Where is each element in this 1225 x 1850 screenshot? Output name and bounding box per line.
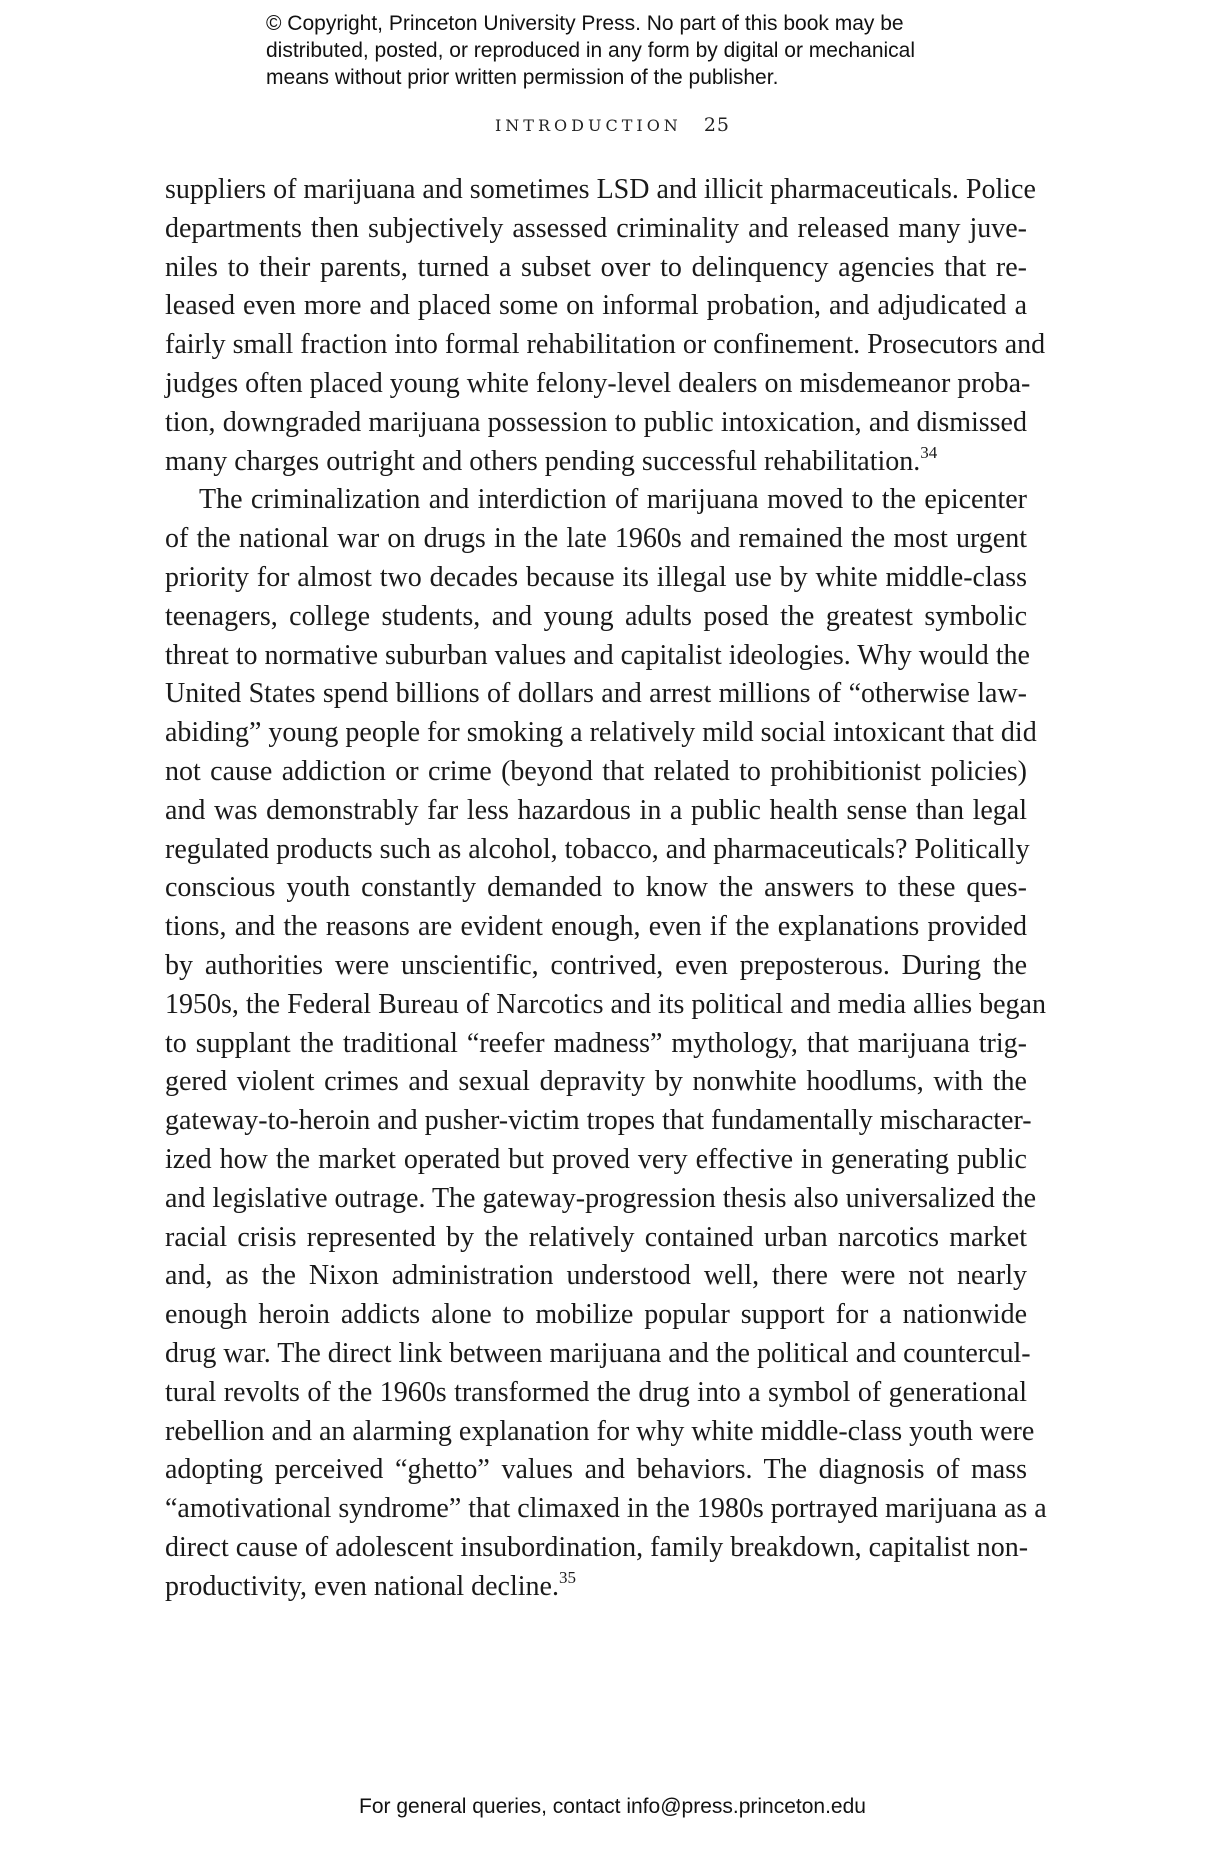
- text-line: and legislative outrage. The gateway-progression thesis also universalized the: [165, 1182, 1037, 1214]
- text-line: departments then subjectively assessed criminality and released many juve-: [165, 212, 1027, 244]
- running-title: INTRODUCTION: [494, 116, 682, 135]
- copyright-line: means without prior written permission of the publisher.: [266, 66, 779, 89]
- copyright-line: distributed, posted, or reproduced in any form by digital or mechanical: [266, 39, 916, 62]
- text-line: drug war. The direct link between marijuana and the political and countercul-: [165, 1337, 1031, 1369]
- text-line: regulated products such as alcohol, tobacco, and pharmaceuticals? Politically: [165, 833, 1030, 865]
- text-line: rebellion and an alarming explanation for why white middle-class youth were: [165, 1415, 1035, 1447]
- text-line: fairly small fraction into formal rehabilitation or confinement. Prosecutors and: [165, 329, 1046, 361]
- body-text: [165, 171, 1047, 1606]
- paragraph-1: [165, 171, 1046, 481]
- text-line: racial crisis represented by the relatively contained urban narcotics market: [165, 1221, 1027, 1253]
- text-line: suppliers of marijuana and sometimes LSD and illicit pharmaceuticals. Police: [165, 174, 1036, 205]
- text-line: niles to their parents, turned a subset over to delinquency agencies that re-: [165, 251, 1027, 283]
- text-line: and was demonstrably far less hazardous in a public health sense than legal: [165, 794, 1027, 826]
- text-line: of the national war on drugs in the late 1960s and remained the most urgent: [165, 523, 1027, 555]
- text-line: The criminalization and interdiction of marijuana moved to the epicenter: [199, 484, 1027, 516]
- text-line: productivity, even national decline.: [165, 1570, 559, 1602]
- footnote-ref[interactable]: 35: [558, 1567, 576, 1587]
- text-line: and, as the Nixon administration understood well, there were not nearly: [165, 1260, 1027, 1292]
- paragraph-2: [165, 481, 1047, 1606]
- text-line: conscious youth constantly demanded to know the answers to these ques-: [165, 872, 1027, 904]
- text-line: gered violent crimes and sexual depravity by nonwhite hoodlums, with the: [165, 1066, 1027, 1098]
- text-line: priority for almost two decades because its illegal use by white middle-class: [165, 561, 1027, 593]
- text-line: tion, downgraded marijuana possession to public intoxication, and dismissed: [165, 406, 1027, 438]
- footer-contact: [0, 1795, 1225, 1819]
- footer-text: For general queries, contact info@press.princeton.edu: [359, 1795, 866, 1818]
- text-line: 1950s, the Federal Bureau of Narcotics and its political and media allies began: [165, 988, 1046, 1020]
- text-line: many charges outright and others pending successful rehabilitation.: [165, 445, 921, 477]
- copyright-notice: [266, 10, 986, 91]
- running-head: [0, 114, 1225, 136]
- text-line: leased even more and placed some on informal probation, and adjudicated a: [165, 290, 1027, 322]
- text-line: abiding” young people for smoking a relatively mild social intoxicant that did: [165, 717, 1037, 749]
- text-line: United States spend billions of dollars and arrest millions of “otherwise law-: [165, 678, 1027, 710]
- text-line: adopting perceived “ghetto” values and behaviors. The diagnosis of mass: [165, 1454, 1027, 1486]
- text-line-last: [165, 443, 1027, 482]
- text-line: enough heroin addicts alone to mobilize popular support for a nationwide: [165, 1299, 1027, 1331]
- footnote-ref[interactable]: 34: [920, 442, 938, 462]
- copyright-line: © Copyright, Princeton University Press. No part of this book may be: [266, 12, 904, 35]
- text-line: tions, and the reasons are evident enough, even if the explanations provided: [165, 911, 1027, 943]
- text-line: by authorities were unscientific, contrived, even preposterous. During the: [165, 949, 1027, 981]
- text-line: not cause addiction or crime (beyond that related to prohibitionist policies): [165, 755, 1027, 787]
- text-line: teenagers, college students, and young adults posed the greatest symbolic: [165, 600, 1027, 632]
- text-line: to supplant the traditional “reefer madness” mythology, that marijuana trig-: [165, 1027, 1027, 1059]
- text-line: ized how the market operated but proved very effective in generating public: [165, 1143, 1027, 1175]
- text-line: direct cause of adolescent insubordination, family breakdown, capitalist non-: [165, 1531, 1029, 1563]
- text-line: threat to normative suburban values and capitalist ideologies. Why would the: [165, 639, 1030, 671]
- text-line-last: [165, 1568, 1027, 1607]
- page-number: 25: [703, 114, 730, 136]
- text-line: “amotivational syndrome” that climaxed in the 1980s portrayed marijuana as a: [165, 1493, 1047, 1525]
- text-line: tural revolts of the 1960s transformed the drug into a symbol of generational: [165, 1376, 1027, 1408]
- text-line: judges often placed young white felony-level dealers on misdemeanor proba-: [165, 367, 1031, 399]
- text-line: gateway-to-heroin and pusher-victim tropes that fundamentally mischaracter-: [165, 1105, 1032, 1137]
